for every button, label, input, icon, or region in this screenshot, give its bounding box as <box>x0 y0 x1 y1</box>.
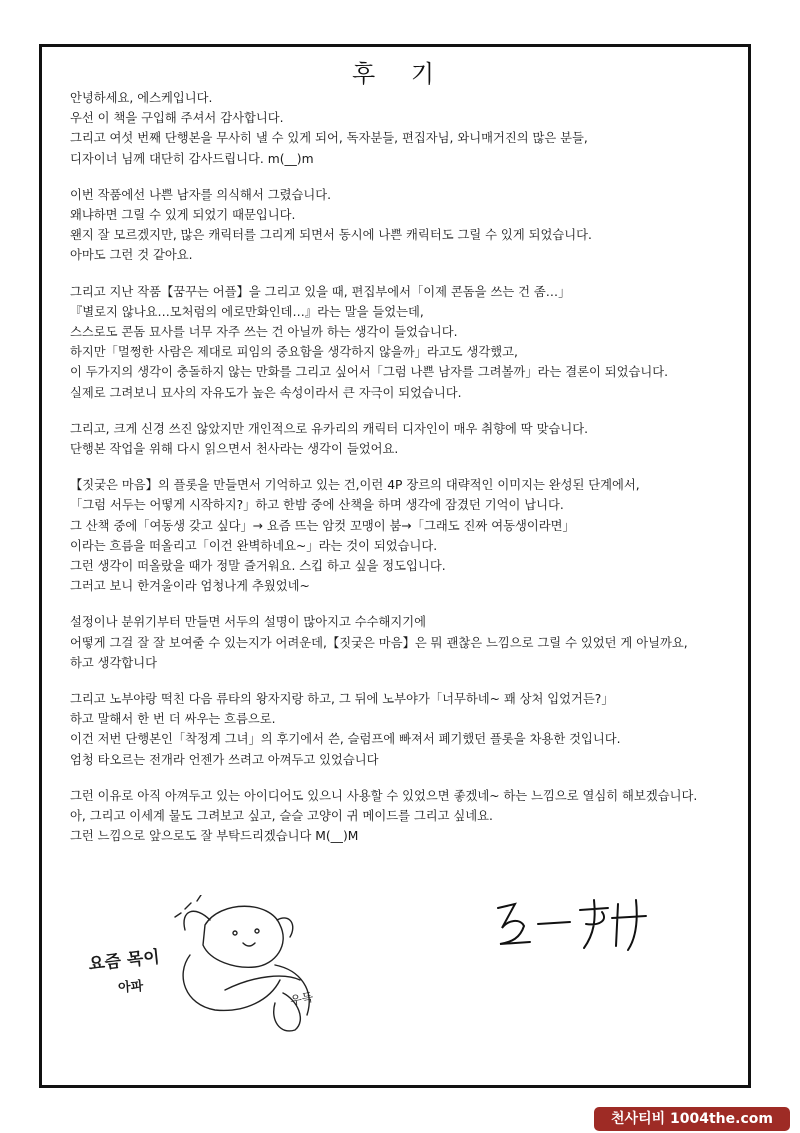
paragraph <box>70 282 710 403</box>
text-line: 엄청 타오르는 전개라 언젠가 쓰려고 아껴두고 있었습니다 <box>70 752 379 767</box>
paragraph <box>70 88 710 169</box>
text-line: 그런 생각이 떠올랐을 때가 정말 즐거워요. 스킵 하고 싶을 정도입니다. <box>70 559 446 574</box>
text-line: 그러고 보니 한겨울이라 엄청나게 추웠었네~ <box>70 579 310 594</box>
paragraph <box>70 419 710 459</box>
text-line: 그 산책 중에「여동생 갖고 싶다」→ 요즘 뜨는 암컷 꼬맹이 붐→「그래도 진짜 여동생이라면」 <box>70 518 575 533</box>
author-signature <box>490 890 650 960</box>
text-line: 하지만「멀쩡한 사람은 제대로 피임의 중요함을 생각하지 않을까」라고도 생각했고, <box>70 345 518 360</box>
paragraph <box>70 475 710 596</box>
text-line: 이 두가지의 생각이 충돌하지 않는 만화를 그리고 싶어서「그럼 나쁜 남자를 그려볼까」라는 결론이 되었습니다. <box>70 365 669 380</box>
watermark-badge: 천사티비 1004the.com <box>594 1107 790 1131</box>
text-line: 아마도 그런 것 같아요. <box>70 248 193 263</box>
text-line: 그런 이유로 아직 아껴두고 있는 아이디어도 있으니 사용할 수 있었으면 좋겠네~ 하는 느낌으로 열심히 해보겠습니다. <box>70 788 698 803</box>
text-line: 왜냐하면 그릴 수 있게 되었기 때문입니다. <box>70 208 296 223</box>
text-line: 이라는 흐름을 떠올리고「이건 완벽하네요~」라는 것이 되었습니다. <box>70 538 438 553</box>
paragraph <box>70 689 710 770</box>
text-line: 디자이너 님께 대단히 감사드립니다. m(__)m <box>70 151 314 166</box>
text-line: 어떻게 그걸 잘 잘 보여줄 수 있는지가 어려운데,【짓궂은 마음】은 뭐 괜찮은 느낌으로 그릴 수 있었던 게 아닐까요, <box>70 635 688 650</box>
text-line: 그리고, 크게 신경 쓰진 않았지만 개인적으로 유카리의 캐릭터 디자인이 매우 취향에 딱 맞습니다. <box>70 421 588 436</box>
paragraph <box>70 786 710 847</box>
paragraph <box>70 612 710 673</box>
text-line: 스스로도 콘돔 묘사를 너무 자주 쓰는 건 아닐까 하는 생각이 들었습니다. <box>70 325 458 340</box>
text-line: 그런 느낌으로 앞으로도 잘 부탁드리겠습니다 M(__)M <box>70 829 359 844</box>
text-line: 이건 저번 단행본인「착정계 그녀」의 후기에서 쓴, 슬럼프에 빠져서 폐기했던 플롯을 차용한 것입니다. <box>70 732 621 747</box>
text-line: 실제로 그려보니 묘사의 자유도가 높은 속성이라서 큰 자극이 되었습니다. <box>70 385 462 400</box>
text-line: 설정이나 분위기부터 만들면 서두의 설명이 많아지고 수수해지기에 <box>70 615 427 630</box>
text-line: 이번 작품에선 나쁜 남자를 의식해서 그렸습니다. <box>70 187 332 202</box>
page-title: 후 기 <box>352 60 448 88</box>
text-line: 【짓궂은 마음】의 플롯을 만들면서 기억하고 있는 건,이런 4P 장르의 대략적인 이미지는 완성된 단계에서, <box>70 478 640 493</box>
text-line: 우선 이 책을 구입해 주셔서 감사합니다. <box>70 111 284 126</box>
text-line: 그리고 지난 작품【꿈꾸는 어플】을 그리고 있을 때, 편집부에서「이제 콘돔을 쓰는 건 좀…」 <box>70 284 571 299</box>
text-line: 그리고 여섯 번째 단행본을 무사히 낼 수 있게 되어, 독자분들, 편집자님, 와니매거진의 많은 분들, <box>70 131 588 146</box>
sketch-caption-2: 아파 <box>117 979 144 996</box>
text-line: 「그럼 서두는 어떻게 시작하지?」하고 한밤 중에 산책을 하며 생각에 잠겼던 기억이 납니다. <box>70 498 564 513</box>
text-line: 『별로지 않나요…모처럼의 에로만화인데…』라는 말을 들었는데, <box>70 304 424 319</box>
text-line: 하고 말해서 한 번 더 싸우는 흐름으로. <box>70 712 276 727</box>
text-line: 단행본 작업을 위해 다시 읽으면서 천사라는 생각이 들었어요. <box>70 442 399 457</box>
sketch-sound-effect: 우득 <box>289 990 315 1008</box>
paragraph <box>70 185 710 266</box>
text-line: 안녕하세요, 에스케입니다. <box>70 91 213 105</box>
text-line: 왠지 잘 모르겠지만, 많은 캐릭터를 그리게 되면서 동시에 나쁜 캐릭터도 그릴 수 있게 되었습니다. <box>70 228 592 243</box>
text-line: 하고 생각합니다 <box>70 655 158 670</box>
text-line: 그리고 노부야랑 떡친 다음 류타의 왕자지랑 하고, 그 뒤에 노부야가「너무하네~ 꽤 상처 입었거든?」 <box>70 692 614 707</box>
sketch-caption: 요즘 목이 <box>87 947 161 975</box>
text-line: 아, 그리고 이세계 물도 그려보고 싶고, 슬슬 고양이 귀 메이드를 그리고 싶네요. <box>70 809 493 824</box>
afterword-body <box>70 88 710 863</box>
